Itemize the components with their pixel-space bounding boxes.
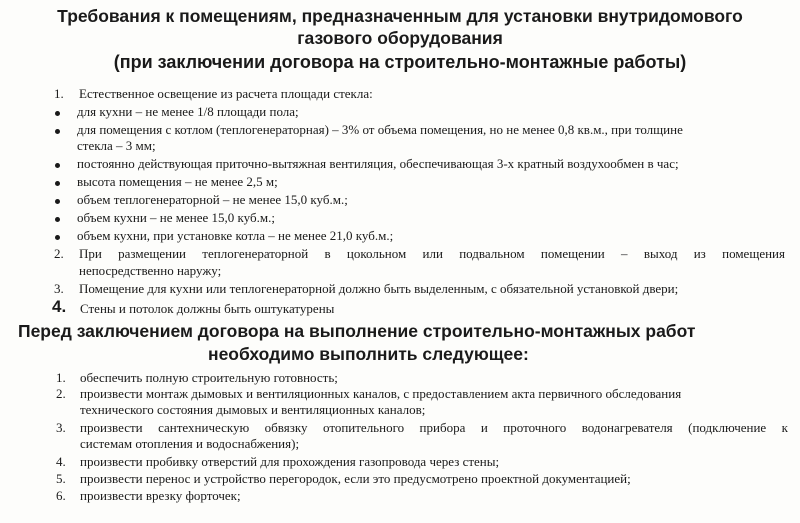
item-number: 6.: [56, 488, 66, 503]
bullet-text: объем кухни – не менее 15,0 куб.м.;: [77, 210, 275, 225]
bullet-text: постоянно действующая приточно-вытяжная вентиляция, обеспечивающая 3-х кратный воздухообмен в час;: [77, 156, 679, 171]
document-subtitle: (при заключении договора на строительно-монтажные работы): [113, 52, 687, 72]
item-text-continuation: непосредственно наружу;: [79, 263, 222, 278]
item-text: произвести врезку форточек;: [80, 488, 241, 503]
item-number: 2.: [56, 386, 66, 401]
bullet-dot: [55, 181, 60, 186]
document-title-line2: газового оборудования: [297, 28, 503, 48]
item-number: 1.: [56, 370, 66, 385]
item-number: 5.: [56, 471, 66, 486]
item-number: 4.: [52, 297, 67, 316]
item-number: 2.: [54, 246, 64, 261]
bullet-dot: [55, 235, 60, 240]
bullet-text: для помещения с котлом (теплогенераторная) – 3% от объема помещения, но не менее 0,8 кв.м., при толщине: [77, 122, 683, 137]
item-text: произвести сантехническую обвязку отопительного прибора и проточного водонагревателя (подключение к: [80, 420, 788, 435]
bullet-dot: [55, 217, 60, 222]
item-text: При размещении теплогенераторной в цокольном или подвальном помещении – выход из помещения: [79, 246, 785, 261]
bullet-dot: [55, 129, 60, 134]
item-text: Помещение для кухни или теплогенераторной должно быть выделенным, с обязательной установкой двери;: [79, 281, 679, 296]
item-number: 3.: [54, 281, 64, 296]
item-text-continuation: технического состояния дымовых и вентиляционных каналов;: [80, 402, 426, 417]
item-text: произвести перенос и устройство перегородок, если это предусмотрено проектной документацией;: [80, 471, 631, 486]
bullet-text: объем кухни, при установке котла – не менее 21,0 куб.м.;: [77, 228, 394, 243]
item-text: Естественное освещение из расчета площади стекла:: [79, 86, 373, 101]
item-number: 4.: [56, 454, 66, 469]
bullet-dot: [55, 111, 60, 116]
bullet-text-continuation: стекла – 3 мм;: [77, 138, 156, 153]
item-number: 1.: [54, 86, 64, 101]
item-number: 3.: [56, 420, 66, 435]
item-text: обеспечить полную строительную готовность;: [80, 370, 338, 385]
item-text: Стены и потолок должны быть оштукатурены: [80, 301, 335, 316]
item-text-continuation: системам отопления и водоснабжения);: [80, 436, 300, 451]
document-title-line1: Требования к помещениям, предназначенным для установки внутридомового: [57, 6, 743, 26]
section-title-line1: Перед заключением договора на выполнение строительно-монтажных работ: [18, 321, 696, 341]
item-text: произвести пробивку отверстий для прохождения газопровода через стены;: [80, 454, 500, 469]
bullet-text: объем теплогенераторной – не менее 15,0 куб.м.;: [77, 192, 348, 207]
bullet-dot: [55, 199, 60, 204]
bullet-dot: [55, 163, 60, 168]
section-title-line2: необходимо выполнить следующее:: [208, 344, 529, 364]
bullet-text: для кухни – не менее 1/8 площади пола;: [77, 104, 299, 119]
item-text: произвести монтаж дымовых и вентиляционных каналов, с предоставлением акта первичного обследования: [80, 386, 682, 401]
bullet-text: высота помещения – не менее 2,5 м;: [77, 174, 278, 189]
